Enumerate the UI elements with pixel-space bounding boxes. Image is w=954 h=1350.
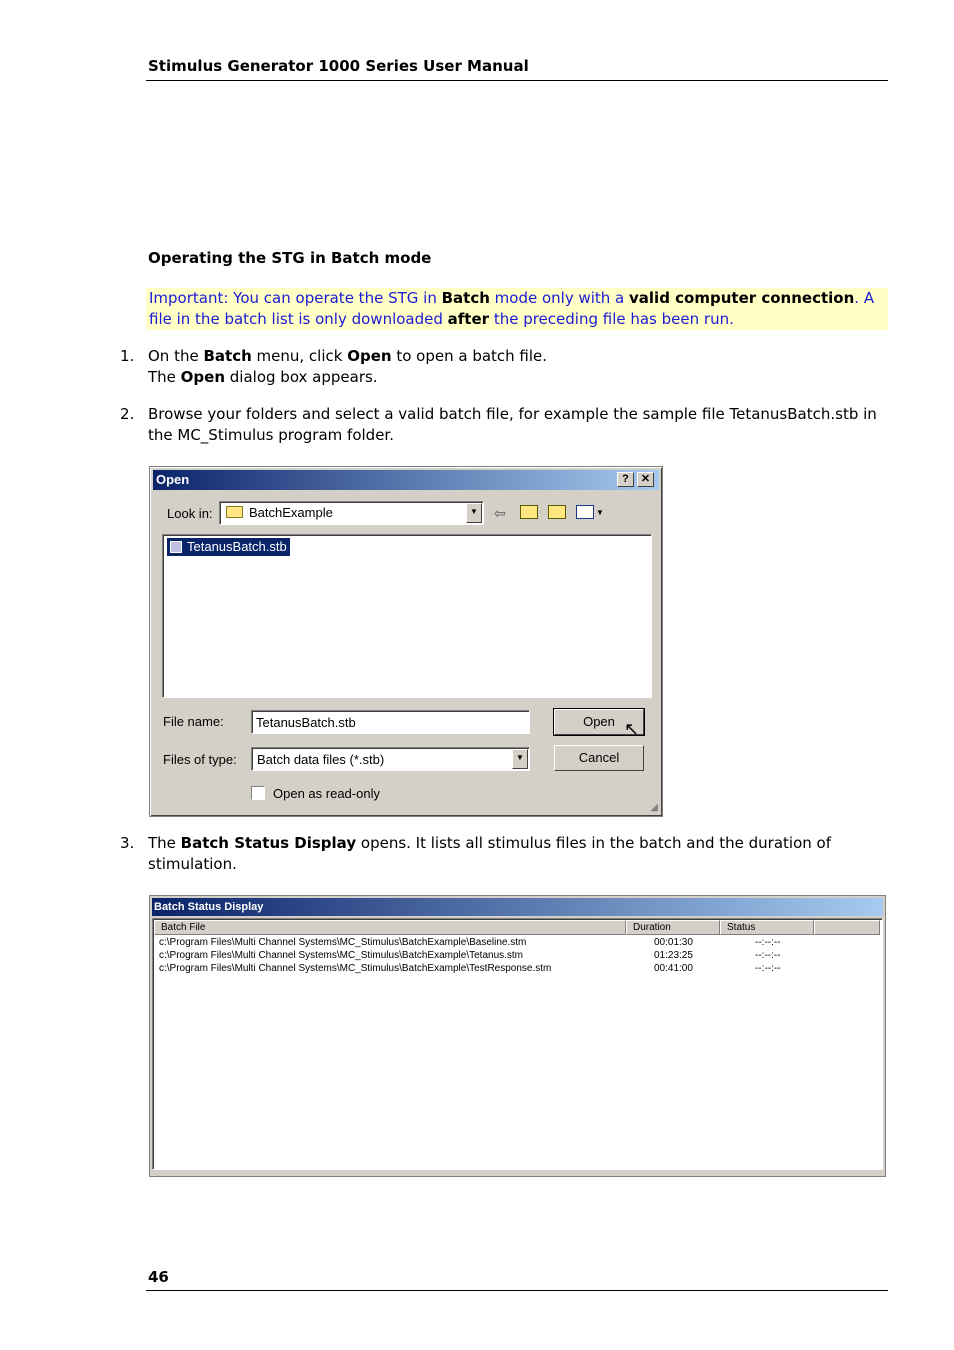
row-status: --:--:-- xyxy=(755,963,781,974)
new-folder-icon[interactable] xyxy=(548,505,566,519)
text: On the xyxy=(148,347,204,365)
open-button-label: Open xyxy=(583,714,615,729)
important-note xyxy=(146,288,888,330)
back-arrow-icon[interactable]: ⇦ xyxy=(494,505,506,521)
files-of-type-value: Batch data files (*.stb) xyxy=(257,752,385,767)
look-in-dropdown[interactable] xyxy=(219,501,484,525)
files-of-type-dropdown-button[interactable] xyxy=(512,749,528,769)
page-header-title: Stimulus Generator 1000 Series User Manual xyxy=(148,57,529,75)
step-number: 2. xyxy=(120,405,135,423)
look-in-label: Look in: xyxy=(167,506,213,521)
row-duration: 01:23:25 xyxy=(654,950,693,961)
step-number: 3. xyxy=(120,834,135,852)
dialog-title-bar xyxy=(153,470,659,490)
text: menu, click xyxy=(251,347,348,365)
note-bold: after xyxy=(447,310,490,328)
page-number: 46 xyxy=(148,1268,169,1286)
footer-rule xyxy=(146,1290,888,1291)
file-name-value: TetanusBatch.stb xyxy=(256,715,356,730)
row-duration: 00:41:00 xyxy=(654,963,693,974)
read-only-checkbox[interactable] xyxy=(251,786,265,800)
help-button[interactable] xyxy=(617,472,634,487)
step-number: 1. xyxy=(120,347,135,365)
open-dialog xyxy=(149,466,663,817)
column-header-empty xyxy=(814,920,880,935)
row-duration: 00:01:30 xyxy=(654,937,693,948)
step-text xyxy=(148,346,878,388)
close-button[interactable] xyxy=(637,472,654,487)
step-text: Browse your folders and select a valid batch file, for example the sample file TetanusBatch.stb in the MC_Stimulus program folder. xyxy=(148,405,877,444)
look-in-dropdown-button[interactable] xyxy=(466,503,482,523)
header-rule xyxy=(146,80,888,81)
batch-file-list[interactable] xyxy=(152,918,883,1170)
resize-grip-icon[interactable]: ◢ xyxy=(650,802,658,813)
note-text: . A file in the batch list is only downloaded xyxy=(149,289,875,328)
help-icon: ? xyxy=(622,473,629,485)
mouse-cursor-icon: ↖ xyxy=(624,719,640,739)
note-bold: valid computer connection xyxy=(629,289,855,307)
chevron-down-icon: ▼ xyxy=(470,507,478,516)
file-list[interactable] xyxy=(162,534,652,698)
note-bold: Batch xyxy=(441,289,490,307)
row-status: --:--:-- xyxy=(755,950,781,961)
bold-text: Batch xyxy=(203,347,252,365)
read-only-label: Open as read-only xyxy=(273,786,380,801)
note-text: Important: You can operate the STG in xyxy=(149,289,442,307)
row-file: c:\Program Files\Multi Channel Systems\MC_Stimulus\BatchExample\TestResponse.stm xyxy=(159,963,552,974)
file-name-label: File name: xyxy=(163,714,224,729)
view-menu-chevron-icon[interactable]: ▼ xyxy=(596,508,604,517)
chevron-down-icon: ▼ xyxy=(516,753,524,762)
column-header-status[interactable]: Status xyxy=(720,920,814,935)
column-header-batch-file[interactable]: Batch File xyxy=(154,920,626,935)
bold-text: Open xyxy=(180,368,226,386)
note-text: mode only with a xyxy=(489,289,630,307)
note-text: the preceding file has been run. xyxy=(489,310,734,328)
text: to open a batch file. xyxy=(391,347,548,365)
row-status: --:--:-- xyxy=(755,937,781,948)
files-of-type-label: Files of type: xyxy=(163,752,237,767)
close-icon: ✕ xyxy=(640,473,651,485)
batch-status-window xyxy=(149,895,886,1177)
text: The xyxy=(148,368,181,386)
batch-status-title-bar: Batch Status Display xyxy=(152,898,883,916)
text: opens. It lists all stimulus files in the batch and the duration of stimulation. xyxy=(148,834,831,873)
cancel-button[interactable] xyxy=(554,745,644,771)
cancel-button-label: Cancel xyxy=(578,750,620,765)
file-item[interactable] xyxy=(167,538,290,556)
folder-icon xyxy=(226,506,243,518)
bold-text: Batch Status Display xyxy=(180,834,357,852)
file-icon xyxy=(170,541,182,553)
dialog-title: Open xyxy=(156,472,190,487)
file-item-label: TetanusBatch.stb xyxy=(187,539,287,554)
step-text xyxy=(148,833,878,875)
text: The xyxy=(148,834,181,852)
column-header-duration[interactable]: Duration xyxy=(626,920,720,935)
row-file: c:\Program Files\Multi Channel Systems\MC_Stimulus\BatchExample\Baseline.stm xyxy=(159,937,527,948)
files-of-type-dropdown[interactable] xyxy=(251,747,530,771)
row-file: c:\Program Files\Multi Channel Systems\MC_Stimulus\BatchExample\Tetanus.stm xyxy=(159,950,524,961)
file-name-input[interactable] xyxy=(251,710,530,734)
look-in-value: BatchExample xyxy=(249,505,333,520)
up-folder-icon[interactable] xyxy=(520,505,538,519)
view-menu-icon[interactable] xyxy=(576,505,594,519)
section-title: Operating the STG in Batch mode xyxy=(148,249,432,267)
bold-text: Open xyxy=(347,347,392,365)
text: dialog box appears. xyxy=(225,368,378,386)
